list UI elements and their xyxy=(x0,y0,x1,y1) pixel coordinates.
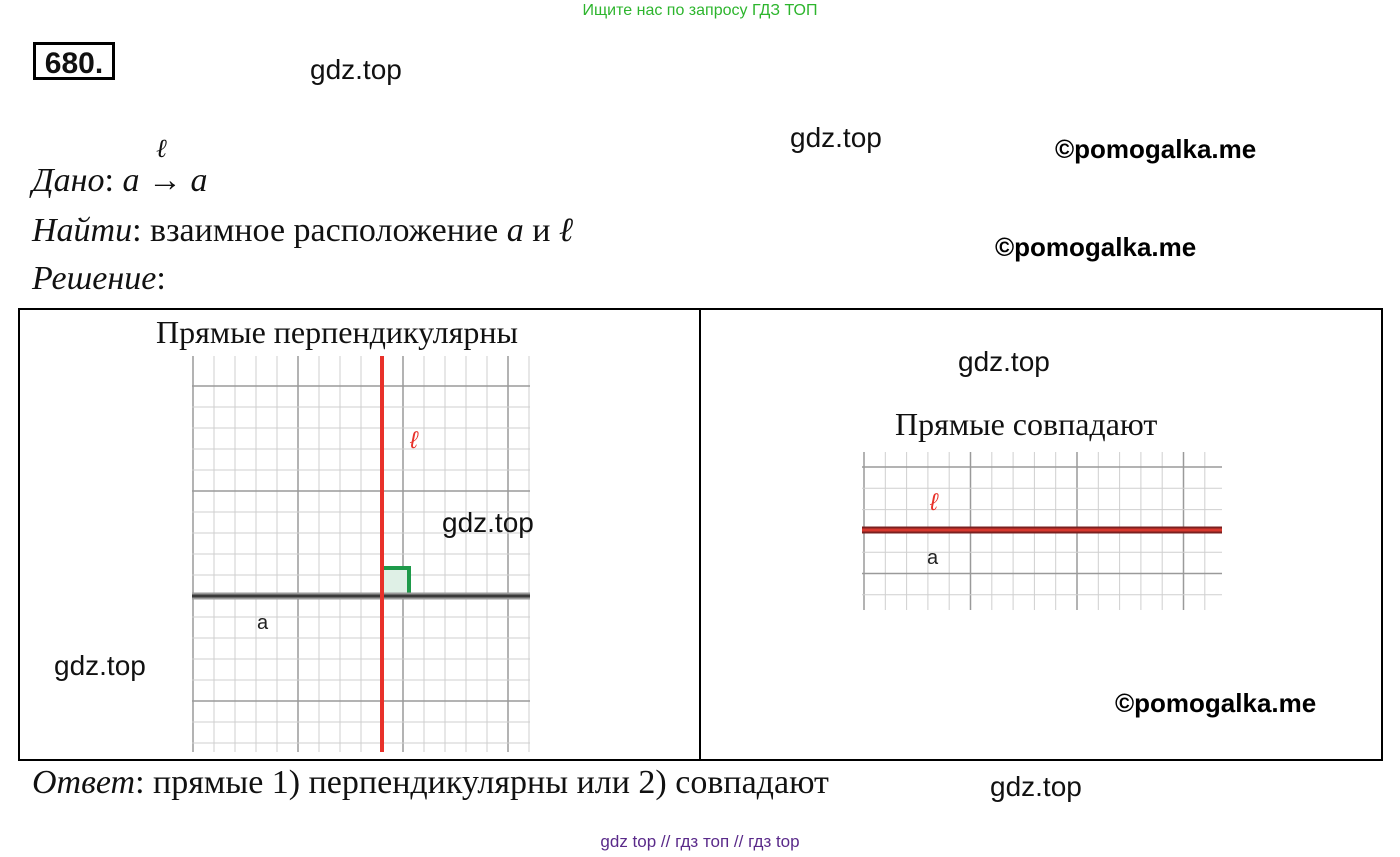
given-line xyxy=(32,134,208,200)
watermark-gdz: gdz.top xyxy=(958,346,1050,377)
watermark-pomogalka: ©pomogalka.me xyxy=(1115,688,1317,718)
mapping-arrow xyxy=(147,134,182,200)
find-label: Найти xyxy=(32,212,133,249)
watermark-pomogalka: ©pomogalka.me xyxy=(995,232,1197,262)
footer-links[interactable]: gdz top // гдз топ // гдз top xyxy=(600,832,800,851)
watermark-gdz: gdz.top xyxy=(442,507,534,538)
watermark-gdz: gdz.top xyxy=(790,122,882,153)
watermark-pomogalka: ©pomogalka.me xyxy=(1055,134,1257,164)
answer-label: Ответ xyxy=(32,764,136,801)
variable-a: a xyxy=(122,162,140,199)
watermark-gdz: gdz.top xyxy=(310,54,402,85)
variable-l: ℓ xyxy=(558,212,574,249)
solution-colon: : xyxy=(156,260,166,297)
line-a-label: a xyxy=(927,547,939,569)
solution-line xyxy=(32,260,166,298)
variable-a: a xyxy=(506,212,524,249)
search-hint[interactable]: Ищите нас по запросу ГДЗ ТОП xyxy=(582,2,818,19)
given-colon: : xyxy=(104,162,114,199)
grid xyxy=(192,356,530,752)
given-label: Дано xyxy=(32,162,105,199)
table-divider xyxy=(699,308,701,761)
line-l-label: ℓ xyxy=(410,427,418,454)
watermark-gdz: gdz.top xyxy=(54,650,146,681)
line-a-label: a xyxy=(257,612,269,634)
variable-a: a xyxy=(190,162,208,199)
find-text: : взаимное расположение xyxy=(132,212,507,249)
find-conj: и xyxy=(523,212,559,249)
right-angle-mark xyxy=(382,568,409,596)
arrow-icon: → xyxy=(147,162,182,199)
watermark-gdz: gdz.top xyxy=(990,771,1082,802)
task-number: 680. xyxy=(33,42,115,80)
solution-label: Решение xyxy=(32,260,157,297)
case-1-title: Прямые перпендикулярны xyxy=(156,314,518,350)
arrow-label: ℓ xyxy=(155,134,167,163)
perpendicular-diagram xyxy=(192,356,530,752)
answer-line xyxy=(32,764,829,802)
coincident-diagram xyxy=(862,452,1222,610)
line-l-label: ℓ xyxy=(930,489,938,516)
case-2-title: Прямые совпадают xyxy=(895,406,1158,442)
answer-text: : прямые 1) перпендикулярны или 2) совпадают xyxy=(135,764,829,801)
find-line xyxy=(32,212,573,250)
